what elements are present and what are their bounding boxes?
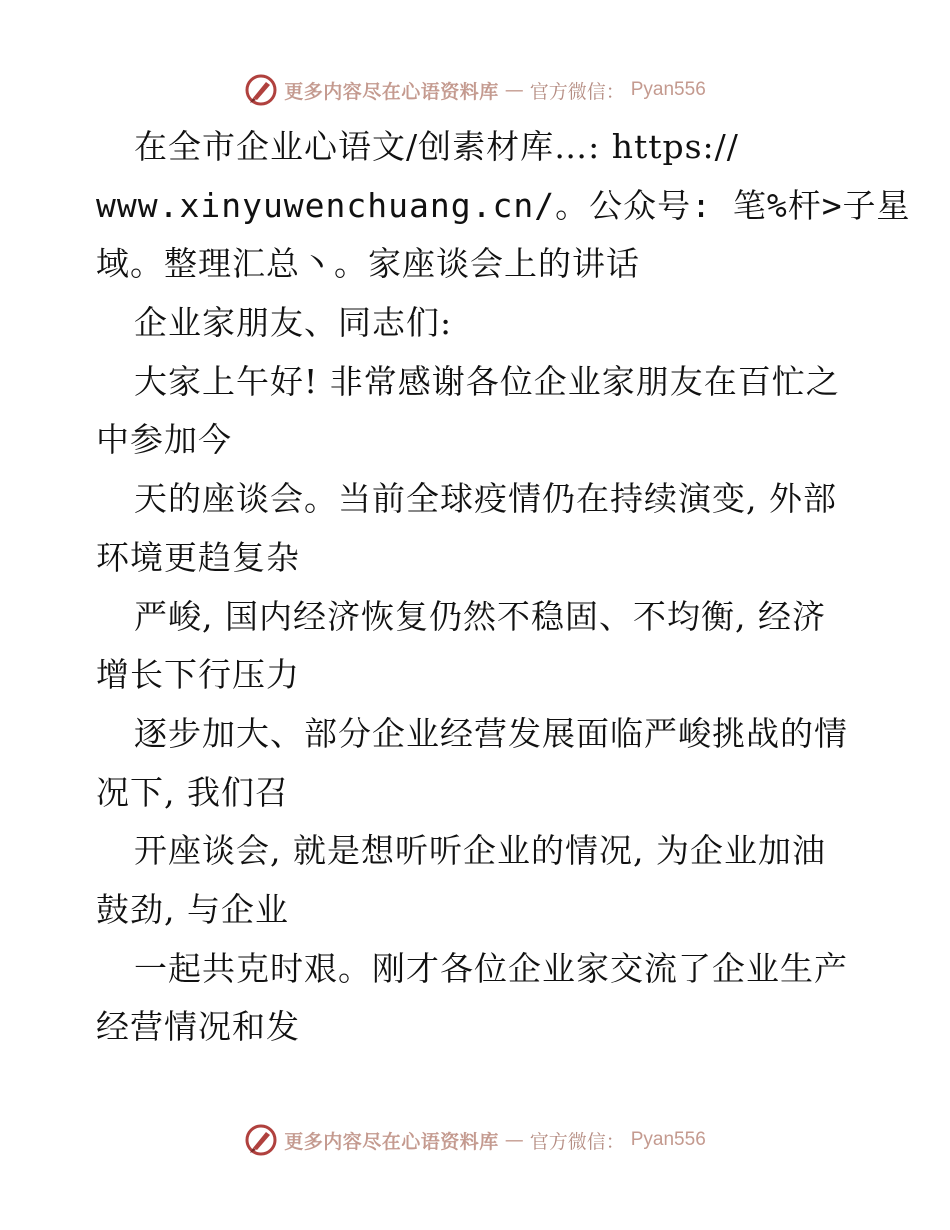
- text-line: 天的座谈会。当前全球疫情仍在持续演变, 外部: [134, 479, 837, 519]
- text-line: 经营情况和发: [96, 1007, 300, 1047]
- header-watermark: [0, 72, 950, 108]
- watermark-text: 更多内容尽在心语资料库: [284, 80, 499, 103]
- watermark-text: 更多内容尽在心语资料库: [284, 1130, 499, 1153]
- text-line: 大家上午好! 非常感谢各位企业家朋友在百忙之: [134, 361, 840, 401]
- text-line: 在全市企业心语文/创素材库…: https://: [134, 127, 739, 166]
- text-line: 企业家朋友、同志们:: [134, 303, 453, 343]
- text-line: 环境更趋复杂: [96, 537, 300, 577]
- watermark-wechat-id: Pyan556: [630, 1129, 706, 1150]
- watermark-separator: —: [504, 79, 524, 101]
- text-line: www.xinyuwenchuang.cn/。公众号: 笔%杆>子星: [96, 185, 911, 225]
- text-line: 中参加今: [96, 420, 232, 460]
- document-body: [96, 118, 911, 1057]
- text-line: 鼓劲, 与企业: [96, 889, 289, 929]
- pen-logo-icon: [244, 73, 278, 107]
- text-line: 开座谈会, 就是想听听企业的情况, 为企业加油: [134, 831, 826, 871]
- text-line: 增长下行压力: [96, 655, 300, 695]
- pen-logo-icon: [244, 1123, 278, 1157]
- text-line: 域。整理汇总丶。家座谈会上的讲话: [96, 244, 640, 284]
- text-line: 严峻, 国内经济恢复仍然不稳固、不均衡, 经济: [134, 596, 826, 636]
- footer-watermark: [0, 1122, 950, 1158]
- watermark-separator: —: [504, 1129, 524, 1151]
- watermark-wechat-id: Pyan556: [630, 79, 706, 100]
- watermark-wechat-label: 官方微信：: [529, 1130, 625, 1153]
- text-line: 逐步加大、部分企业经营发展面临严峻挑战的情: [134, 713, 848, 753]
- text-line: 况下, 我们召: [96, 772, 289, 812]
- text-line: 一起共克时艰。刚才各位企业家交流了企业生产: [134, 948, 848, 988]
- watermark-wechat-label: 官方微信：: [529, 80, 625, 103]
